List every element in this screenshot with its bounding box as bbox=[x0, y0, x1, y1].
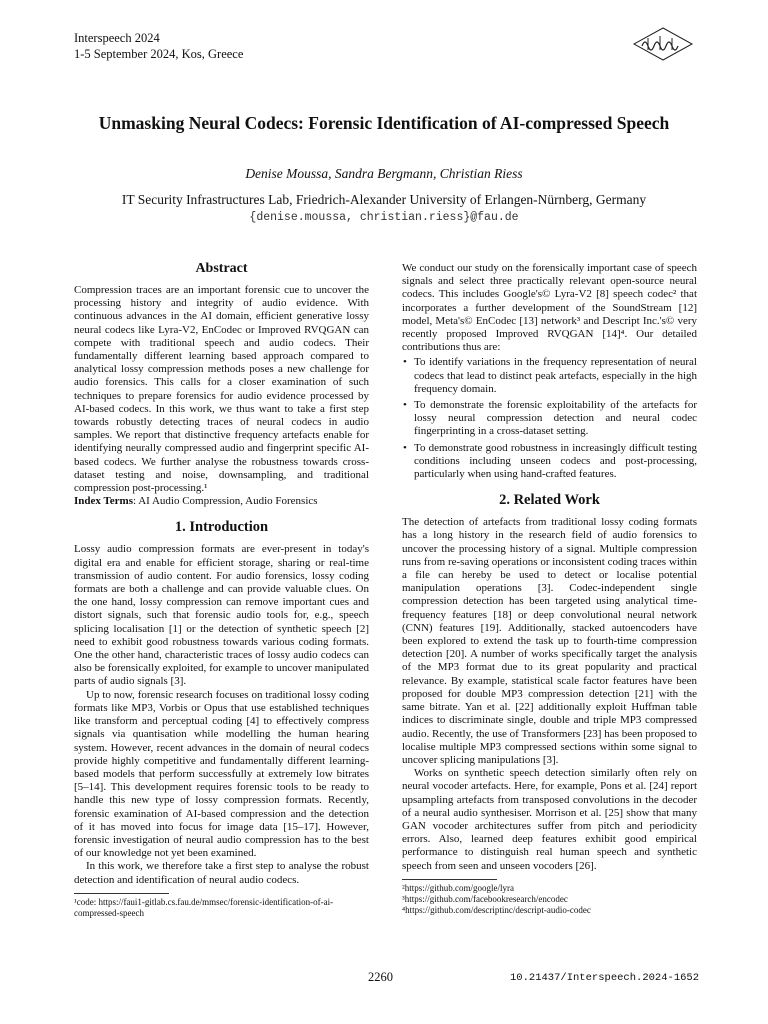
conference-header bbox=[74, 30, 243, 62]
conference-date-place: 1-5 September 2024, Kos, Greece bbox=[74, 47, 244, 61]
doi-link[interactable]: 10.21437/Interspeech.2024-1652 bbox=[510, 972, 700, 984]
conference-name: Interspeech 2024 bbox=[74, 31, 160, 45]
isca-logo-icon bbox=[632, 26, 694, 62]
introduction-heading: 1. Introduction bbox=[174, 519, 269, 536]
related-work-heading: 2. Related Work bbox=[499, 492, 600, 509]
footnote-1: ¹code: https://faui1-gitlab.cs.fau.de/mmsec/forensic-identification-of-ai-compressed-speech bbox=[74, 896, 334, 918]
abstract-heading: Abstract bbox=[195, 261, 248, 276]
abstract-text: Compression traces are an important forensic cue to uncover the processing history and integrity of audio evidence. With continuous advances in the AI domain, efficient generative lossy neural codecs like Lyra-V2, EnCodec or Improved RVQGAN can compete with traditional speech and audio codecs. Their fundamentally different learning based approach compared to analytical lossy compression methods poses a new challenge for audio forensics. This calls for a closer examination of such techniques to prepare forensics for audio evidence processed by AI-based codecs. In this work, we thus want to take a first step towards robustly detecting traces of neural codecs in audio samples. We report that distinctive frequency artefacts enable for identifying neurally compressed audio and fingerprint specific AI-based codecs. We further analyse the robustness towards cross-dataset testing and noise, downsampling, and traditional compression post-processing.¹ bbox=[74, 284, 369, 495]
footnote-2: ²https://github.com/google/lyra bbox=[402, 882, 514, 893]
paper-affiliation: IT Security Infrastructures Lab, Friedrich-Alexander University of Erlangen-Nürnberg, Germany bbox=[121, 192, 647, 207]
footnote-4: ⁴https://github.com/descriptinc/descript-audio-codec bbox=[402, 904, 591, 915]
right-column bbox=[402, 262, 697, 916]
intro-paragraph-1: Lossy audio compression formats are ever-present in today's digital era and enable for efficient storage, sharing or real-time transmission of audio content. For audio forensics, lossy coding formats are both a challenge and can provide valuable clues. On the one hand, lossy compression can remove important cues and distort signals, such that forensic audio tools for, e.g., speech splicing localisation [1] or the detection of synthetic speech [2] need to exhibit good robustness towards various coding formats. One the other hand, characteristic traces of lossy audio codecs can also be forensically exploited, for example to uncover manipulated parts of audio signals [3]. bbox=[74, 543, 369, 688]
index-terms-value: : AI Audio Compression, Audio Forensics bbox=[133, 495, 318, 508]
paper-title: Unmasking Neural Codecs: Forensic Identification of AI-compressed Speech bbox=[98, 113, 670, 133]
page-number: 2260 bbox=[368, 970, 393, 984]
footnote-divider bbox=[74, 893, 169, 894]
paper-authors: Denise Moussa, Sandra Bergmann, Christian Riess bbox=[245, 166, 523, 181]
intro-paragraph-2: Up to now, forensic research focuses on traditional lossy coding formats like MP3, Vorbis or Opus that use established techniques like transform and perceptual coding [4] to effectively compress signals via quantisation while modelling the human hearing system. However, recent advances in the domain of neural codecs provide highly competitive and fundamentally different learning-based models that perform successfully at extremely low bitrates [5–14]. This development requires forensic tools to be ready to handle this new type of lossy compression formats. Recently, forensic examination of AI-based compression and the detection of it has moved into focus for image data [15–17]. However, forensic investigation of neural audio compression has to the best of our knowledge not yet been examined. bbox=[74, 688, 369, 860]
contributions-paragraph: We conduct our study on the forensically important case of speech signals and select three practically relevant open-source neural codecs. This includes Google's© Lyra-V2 [8] speech codec² that incorporates a further development of the SoundStream [12] model, Meta's© EnCodec [13] network³ and Descript Inc.'s© very recently proposed Improved RVQGAN [14]⁴. Our detailed contributions thus are: bbox=[402, 262, 697, 354]
index-terms bbox=[74, 495, 369, 508]
index-terms-label: Index Terms bbox=[74, 495, 133, 508]
contributions-list bbox=[402, 356, 697, 481]
left-column bbox=[74, 258, 369, 919]
related-paragraph-2: Works on synthetic speech detection similarly often rely on neural vocoder artefacts. Here, for example, Pons et al. [24] report upsampling artefacts from transposed convolutions in the decoder of a neural audio synthesiser. Morrison et al. [25] show that many GAN vocoder architectures suffer from pitch and periodicity errors. Also, learned deep features exhibit good empirical performance to distinguish real human speech and synthetic speech from seen and unseen vocoders [26]. bbox=[402, 767, 697, 872]
list-item: • To demonstrate good robustness in increasingly difficult testing conditions including unseen codecs and post-processing, particularly when using hand-crafted features. bbox=[402, 442, 697, 482]
list-item: • To identify variations in the frequency representation of neural codecs that lead to distinct peak artefacts, especially in the high frequency domain. bbox=[402, 356, 697, 396]
footnote-divider bbox=[402, 879, 497, 880]
list-item: • To demonstrate the forensic exploitability of the artefacts for lossy neural compression detection and neural codec fingerprinting in a cross-dataset setting. bbox=[402, 399, 697, 439]
paper-email: {denise.moussa, christian.riess}@fau.de bbox=[249, 211, 519, 224]
related-paragraph-1: The detection of artefacts from traditional lossy coding formats has a long history in the research field of audio forensics to uncover the processing history of a signal. Multiple compression runs from re-saving operations or inconsistent coding traces within a file can hereby be used to detect or localise potential manipulation operations [3]. Codec-independent single compression detection has been targeted using analytical time-frequency features [18] or deep convolutional neural network (CNN) features [19]. Additionally, stacked autoencoders have been explored to extend the task up to fourth-time compression detection [20]. A number of works specifically target the analysis of the MP3 format due to its great popularity and practical relevance. By example, statistical scale factor features have been proposed for double MP3 compression detection [21] with the same bitrate. Yan et al. [22] additionally exploit Huffman table indices to discriminate single, double and triple MP3 compressed audio. Recently, the use of Transformers [23] has been proposed to localise multiple MP3 compressed sections within some signal to uncover splicing manipulations [3]. bbox=[402, 516, 697, 766]
intro-paragraph-3: In this work, we therefore take a first step to analyse the robust detection and identification of neural audio codecs. bbox=[74, 860, 369, 886]
footnote-3: ³https://github.com/facebookresearch/encodec bbox=[402, 893, 568, 904]
